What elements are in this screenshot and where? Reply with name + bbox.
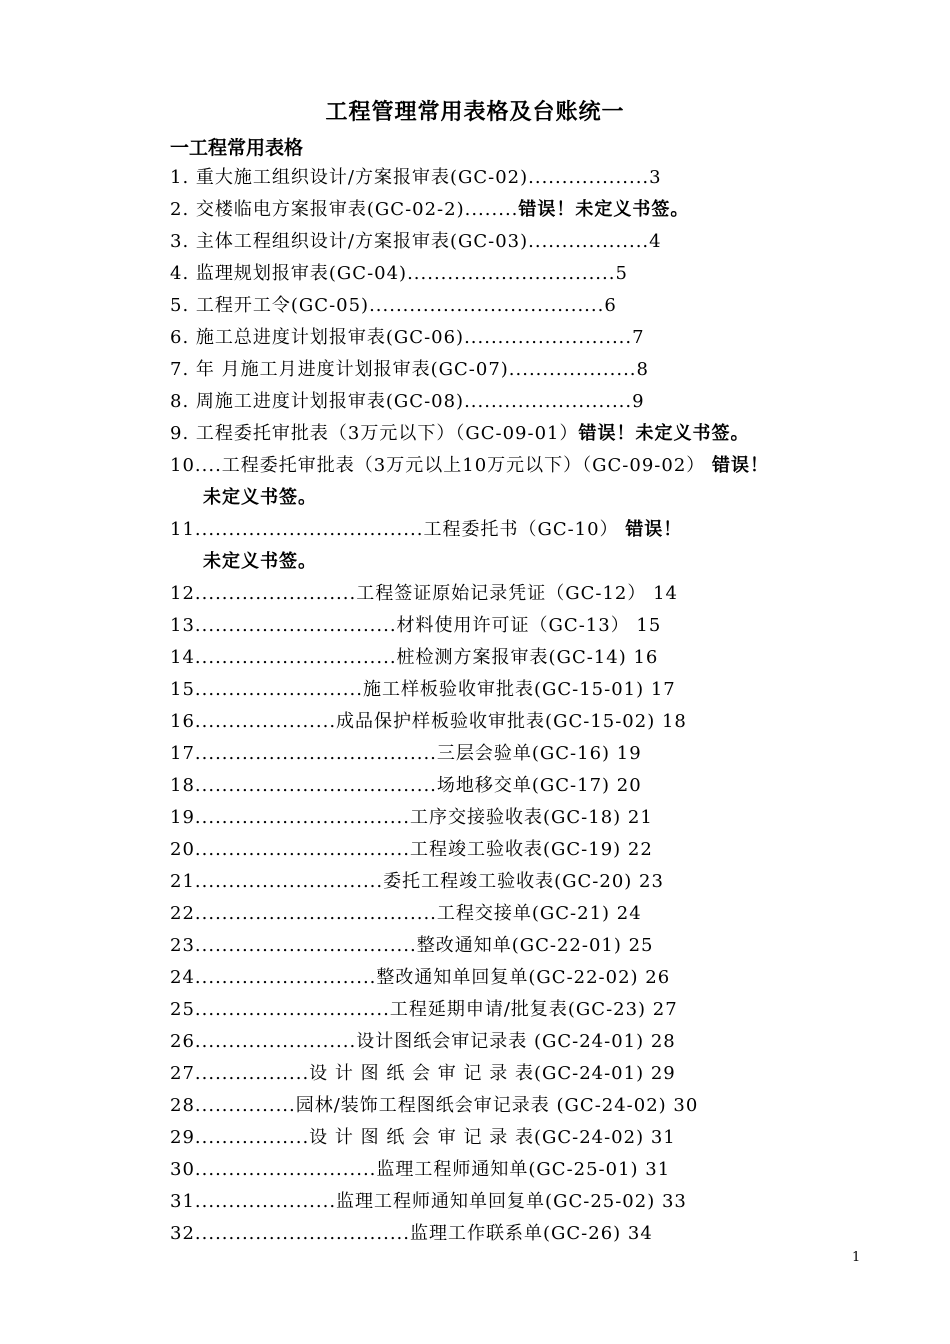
toc-entry[interactable]: [170, 675, 870, 707]
toc-entry[interactable]: [170, 227, 870, 259]
toc-entry-text: 21............................委托工程竣工验收表(GC-20) 23: [170, 871, 664, 892]
toc-entry-text: 24...........................整改通知单回复单(GC-22-02) 26: [170, 967, 671, 988]
toc-entry[interactable]: [170, 419, 870, 451]
toc-entry[interactable]: [170, 483, 870, 515]
toc-entry-text: 1. 重大施工组织设计/方案报审表(GC-02)..................3: [170, 167, 662, 188]
toc-entry[interactable]: [170, 899, 870, 931]
toc-entry-text: 8. 周施工进度计划报审表(GC-08).........................9: [170, 391, 645, 412]
toc-entry[interactable]: [170, 163, 870, 195]
toc-entry[interactable]: [170, 1027, 870, 1059]
toc-entry-text: 31.....................监理工程师通知单回复单(GC-25-02) 33: [170, 1191, 687, 1212]
toc-entry-text: 23.................................整改通知单(GC-22-01) 25: [170, 935, 654, 956]
toc-entry-error: 未定义书签。: [203, 487, 317, 508]
toc-entry-text: 16.....................成品保护样板验收审批表(GC-15-02) 18: [170, 711, 687, 732]
toc-entry[interactable]: [170, 707, 870, 739]
toc-entry[interactable]: [170, 995, 870, 1027]
toc-entry-text: 3. 主体工程组织设计/方案报审表(GC-03)..................4: [170, 231, 662, 252]
toc-entry-error: 错误！未定义书签。: [518, 199, 690, 220]
page-number: 1: [852, 1250, 861, 1265]
toc-entry-text: 26........................设计图纸会审记录表 (GC-24-01) 28: [170, 1031, 676, 1052]
toc-entry-error: 未定义书签。: [203, 551, 317, 572]
toc-entry[interactable]: [170, 355, 870, 387]
toc-entry-text: 5. 工程开工令(GC-05)...................................6: [170, 295, 617, 316]
toc-entry[interactable]: [170, 387, 870, 419]
toc-entry-text: 6. 施工总进度计划报审表(GC-06).........................7: [170, 327, 645, 348]
toc-entry-text: 9. 工程委托审批表（3万元以下）（GC-09-01）: [170, 423, 579, 444]
toc-entry-text: 13..............................材料使用许可证（GC-13） 15: [170, 615, 662, 636]
toc-entry-text: 25.............................工程延期申请/批复表(GC-23) 27: [170, 999, 678, 1020]
toc-entry-text: 10....工程委托审批表（3万元以上10万元以下）（GC-09-02）: [170, 455, 712, 476]
toc-entry[interactable]: [170, 1155, 870, 1187]
document-title: 工程管理常用表格及台账统一: [325, 99, 625, 125]
toc-entry-text: 30...........................监理工程师通知单(GC-25-01) 31: [170, 1159, 671, 1180]
section-heading: 一工程常用表格: [170, 137, 304, 159]
toc-entry-text: 15.........................施工样板验收审批表(GC-15-01) 17: [170, 679, 676, 700]
toc-entry[interactable]: [170, 547, 870, 579]
toc-entry-text: 2. 交楼临电方案报审表(GC-02-2)........: [170, 199, 519, 220]
toc-entry[interactable]: [170, 643, 870, 675]
toc-entry[interactable]: [170, 803, 870, 835]
toc-entry-error: 错误！: [625, 519, 683, 540]
toc-entry-text: 32................................监理工作联系单(GC-26) 34: [170, 1223, 653, 1244]
toc-entry[interactable]: [170, 579, 870, 611]
toc-entry[interactable]: [170, 867, 870, 899]
toc-entry[interactable]: [170, 963, 870, 995]
toc-entry-text: 28...............园林/装饰工程图纸会审记录表 (GC-24-02) 30: [170, 1095, 699, 1116]
toc-entry-text: 18....................................场地移交单(GC-17) 20: [170, 775, 642, 796]
toc-entry[interactable]: [170, 835, 870, 867]
toc-entry[interactable]: [170, 451, 870, 483]
toc-entry[interactable]: [170, 259, 870, 291]
toc-entry[interactable]: [170, 515, 870, 547]
toc-entry[interactable]: [170, 771, 870, 803]
toc-entry-text: 27.................设 计 图 纸 会 审 记 录 表(GC-24-01) 29: [170, 1063, 676, 1084]
toc-entry-text: 19................................工序交接验收表(GC-18) 21: [170, 807, 653, 828]
toc-entry-text: 7. 年 月施工月进度计划报审表(GC-07)...................8: [170, 359, 649, 380]
toc-entry[interactable]: [170, 195, 870, 227]
toc-entry-text: 11..................................工程委托书（GC-10）: [170, 519, 626, 540]
toc-entry[interactable]: [170, 1187, 870, 1219]
toc-entry-text: 22....................................工程交接单(GC-21) 24: [170, 903, 642, 924]
toc-entry-error: 错误！: [712, 455, 769, 476]
toc-entry[interactable]: [170, 291, 870, 323]
toc-entry[interactable]: [170, 1059, 870, 1091]
toc-entry-text: 12........................工程签证原始记录凭证（GC-12） 14: [170, 583, 678, 604]
toc-entry[interactable]: [170, 739, 870, 771]
toc-entry-error: 错误！未定义书签。: [578, 423, 750, 444]
toc-entry[interactable]: [170, 1123, 870, 1155]
toc-entry-text: 17....................................三层会验单(GC-16) 19: [170, 743, 642, 764]
toc-entry[interactable]: [170, 1219, 870, 1251]
toc-entry[interactable]: [170, 1091, 870, 1123]
toc-entry-text: 29.................设 计 图 纸 会 审 记 录 表(GC-24-02) 31: [170, 1127, 676, 1148]
toc-entry-text: 4. 监理规划报审表(GC-04)...............................5: [170, 263, 628, 284]
toc-entry-text: 20................................工程竣工验收表(GC-19) 22: [170, 839, 653, 860]
toc-entry[interactable]: [170, 611, 870, 643]
toc-entry[interactable]: [170, 931, 870, 963]
toc-entry-text: 14..............................桩检测方案报审表(GC-14) 16: [170, 647, 659, 668]
table-of-contents: [170, 163, 870, 1251]
toc-entry[interactable]: [170, 323, 870, 355]
